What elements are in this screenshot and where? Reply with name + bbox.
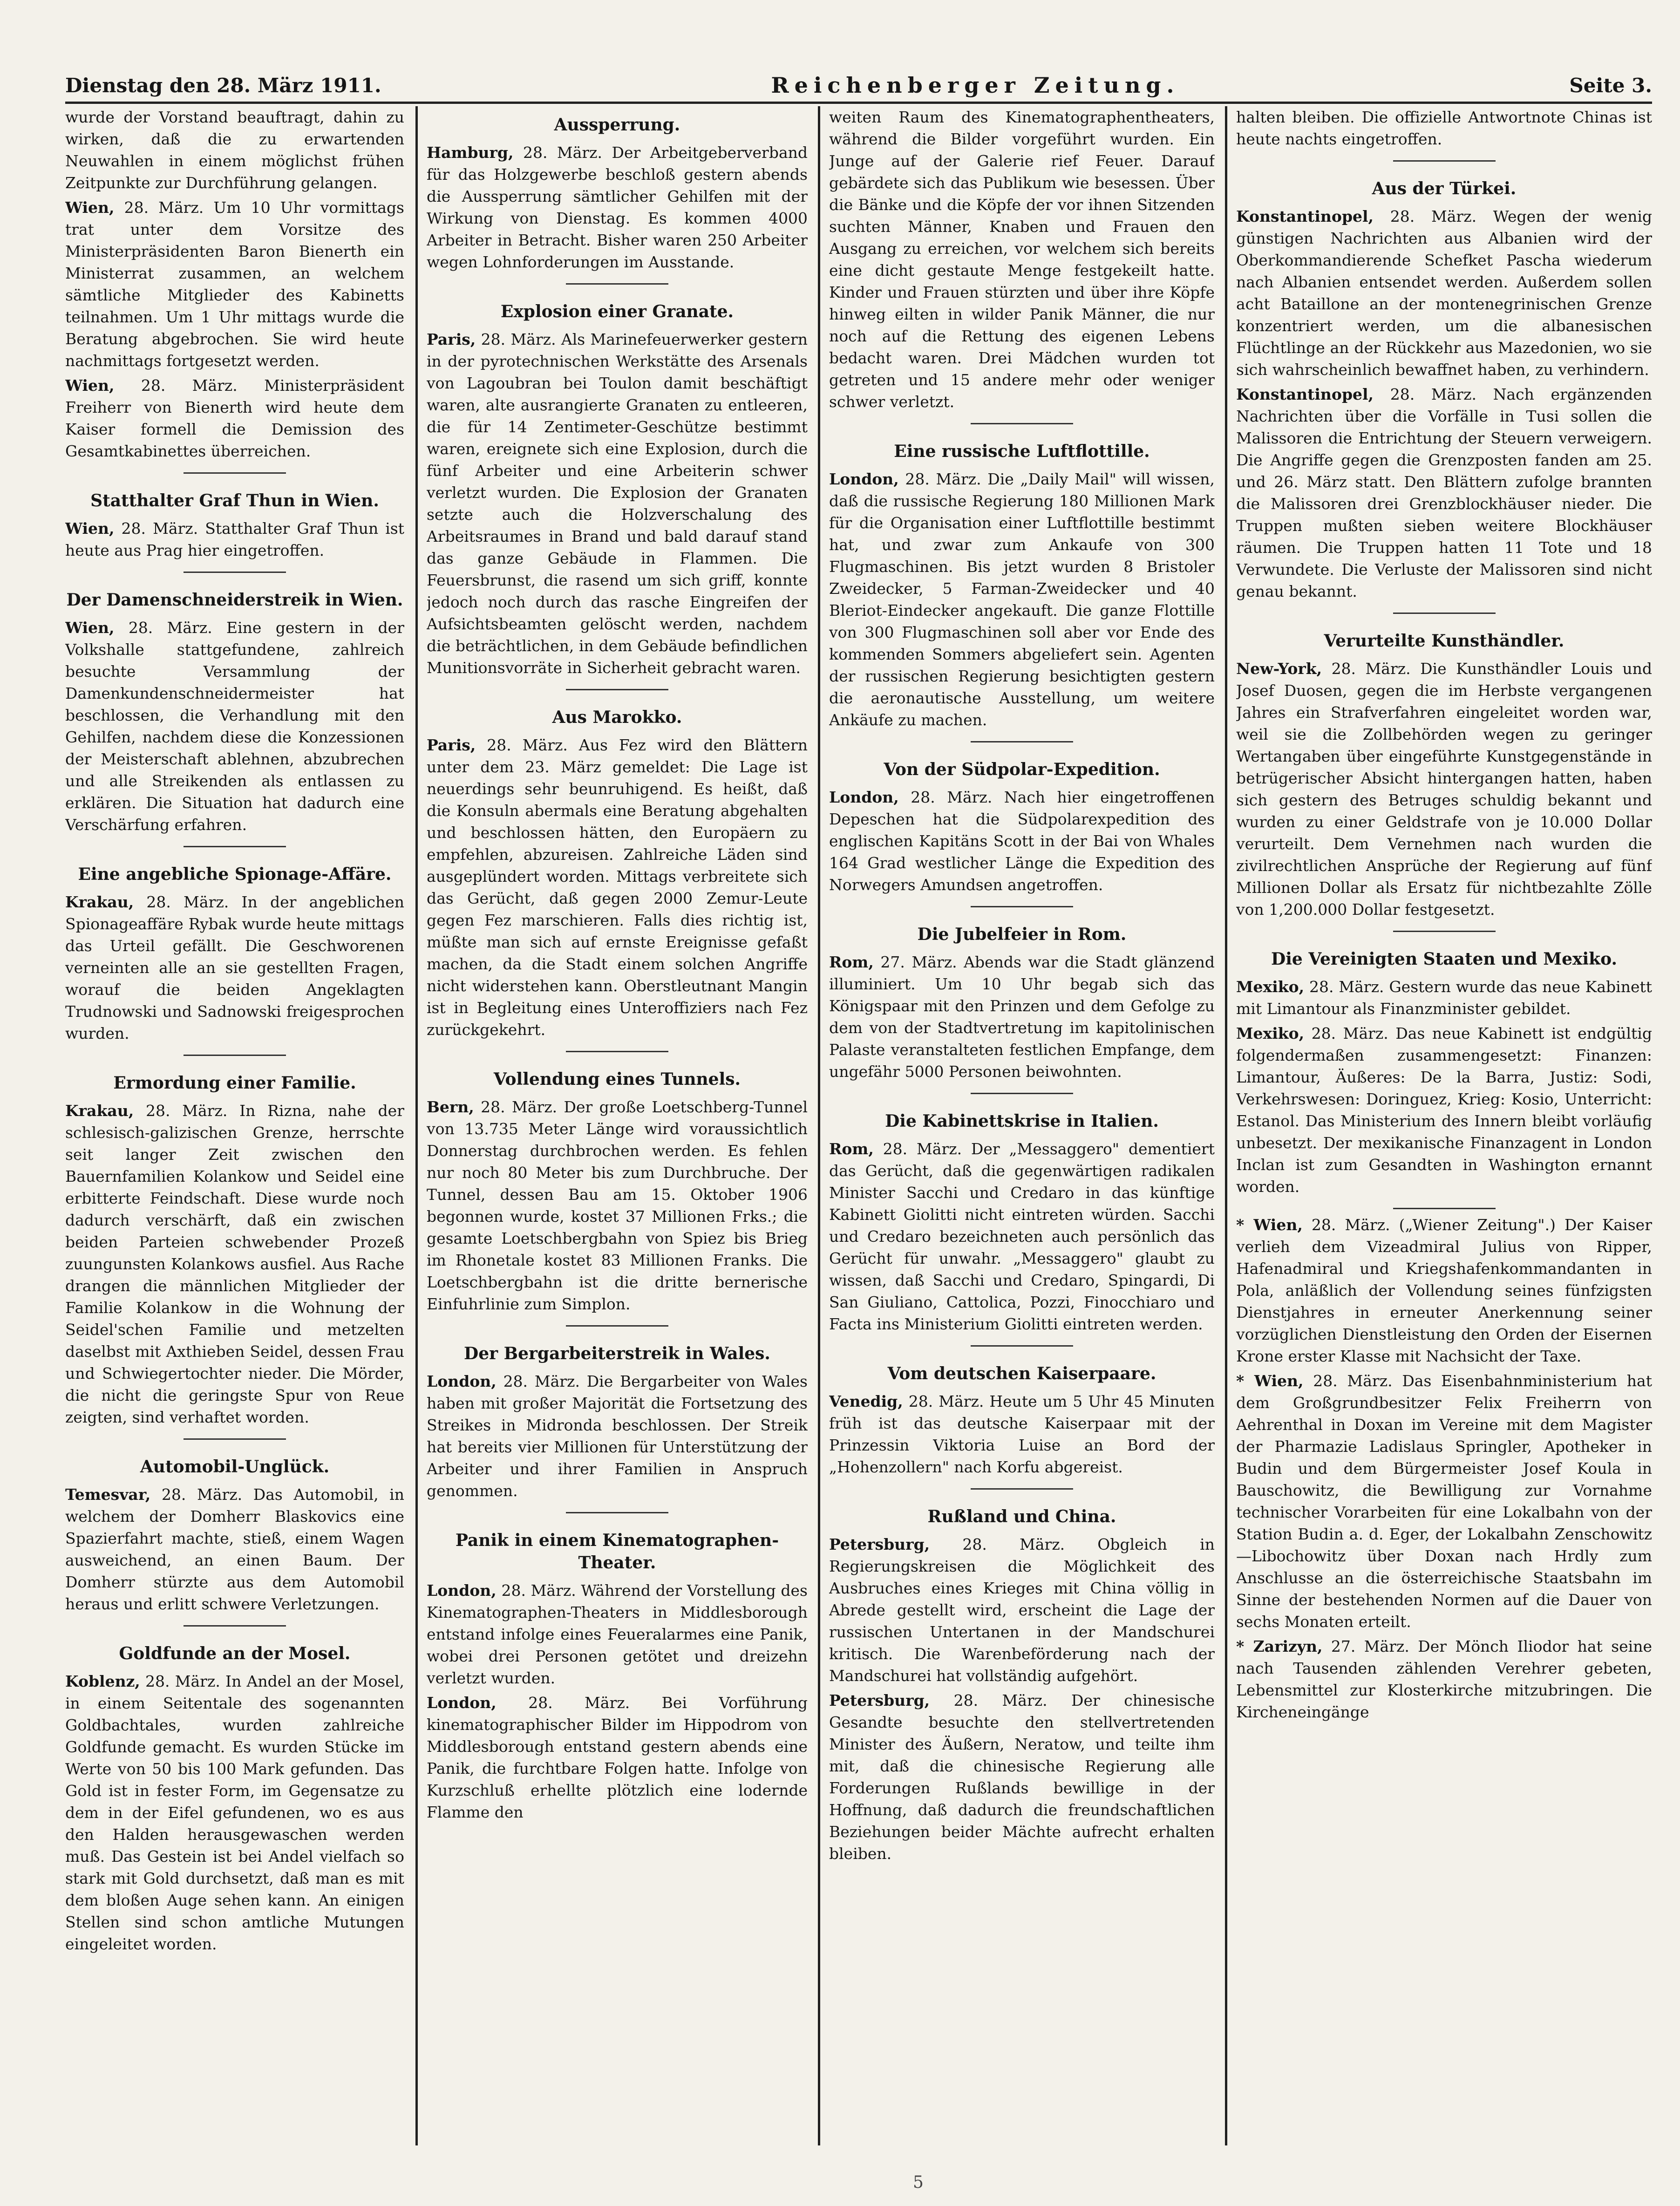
article-headline: Panik in einem Kinematographen-Theater. <box>455 1531 779 1573</box>
news-item: New-York, 28. März. Die Kunsthändler Louis und Josef Duosen, gegen die im Herbste vergangenen Jahres ein Strafverfahren eingeleitet worden war, weil sie die Zollbehörden wegen zu geringer Wertangaben über eingeführte Kunstgegenstände in betrügerischer Absicht hintergangen hatten, haben sich gestern des Betruges schuldig bekannt und wurden zu einer Geldstrafe von je 10.000 Dollar verurteilt. Dem Vernehmen nach wurden die zivilrechtlichen Ansprüche der Regierung auf fünf Millionen Dollar als Ersatz für nichtbezahlte Zölle von 1,200.000 Dollar festgesetzt. <box>1236 660 1652 919</box>
article-headline: Vom deutschen Kaiserpaare. <box>887 1364 1156 1383</box>
column-rule <box>415 106 418 2145</box>
dateline-place: Rom, <box>829 1140 874 1158</box>
article-headline: Die Jubelfeier in Rom. <box>917 925 1127 944</box>
news-item: Mexiko, 28. März. Gestern wurde das neue Kabinett mit Limantour als Finanzminister gebildet. <box>1236 978 1652 1018</box>
dateline-place: Bern, <box>427 1098 474 1116</box>
news-item: London, 28. März. Während der Vorstellung des Kinematographen-Theaters in Middlesborough entstand infolge eines Feueralarmes eine Panik, wobei drei Personen getötet und dreizehn verletzt wurden. <box>427 1581 808 1687</box>
news-item: London, 28. März. Bei Vorführung kinematographischer Bilder im Hippodrom von Middlesborough entstand gestern abends eine Panik, die furchtbare Folgen hatte. Infolge von Kurzschluß erhellte plötzlich eine lodernde Flamme den <box>427 1694 808 1821</box>
news-item: Rom, 28. März. Der „Messaggero" dementiert das Gerücht, daß die gegenwärtigen radikalen Minister Sacchi und Credaro in das künftige Kabinett Giolitti nicht eintreten würden. Sacchi und Credaro bezeichneten auch persönlich das Gerücht für unwahr. „Messaggero" glaubt zu wissen, daß Sacchi und Credaro, Spingardi, Di San Giuliano, Cattolica, Pozzi, Finocchiaro und Facta ins Ministerium Giolitti eintreten werden. <box>829 1140 1215 1333</box>
news-item: Rom, 27. März. Abends war die Stadt glänzend illuminiert. Um 10 Uhr begab sich das Königspaar mit den Prinzen und dem Gefolge zu dem von der Stadtvertretung im kapitolinischen Palaste veranstalteten festlichen Empfange, dem ungefähr 5000 Personen beiwohnten. <box>829 953 1215 1081</box>
news-item: Venedig, 28. März. Heute um 5 Uhr 45 Minuten früh ist das deutsche Kaiserpaar mit der Prinzessin Viktoria Luise an Bord der „Hohenzollern" nach Korfu abgereist. <box>829 1392 1215 1476</box>
article-continuation: weiten Raum des Kinematographentheaters, während die Bilder vorgeführt wurden. Ein Junge auf der Galerie rief Feuer. Darauf gebärdete sich das Publikum wie besessen. Über die Bänke und die Köpfe der vor ihnen Sitzenden suchten Männer, Knaben und Frauen den Ausgang zu erreichen, vor welchem sich bereits eine dicht gestaute Menge festgekeilt hatte. Kinder und Frauen stürzten und über ihre Köpfe hinweg eilten in wilder Panik Männer, die nur noch auf die Rettung des eigenen Lebens bedacht waren. Drei Mädchen wurden tot getreten und 15 andere mehr oder weniger schwer verletzt. <box>829 108 1215 411</box>
article-headline: Eine angebliche Spionage-Affäre. <box>78 865 392 884</box>
dateline-place: Mexiko, <box>1236 978 1305 996</box>
news-item: Temesvar, 28. März. Das Automobil, in welchem der Domherr Blaskovics eine Spazierfahrt machte, stieß, einem Wagen ausweichend, an einen Baum. Der Domherr stürzte aus dem Automobil heraus und erlitt schwere Verletzungen. <box>65 1485 404 1613</box>
dateline-place: Wien, <box>65 519 115 538</box>
dateline-place: Temesvar, <box>65 1485 151 1504</box>
dateline-place: London, <box>427 1581 497 1600</box>
article-separator <box>971 741 1073 742</box>
article-headline: Statthalter Graf Thun in Wien. <box>90 491 379 511</box>
article-separator <box>1393 613 1496 614</box>
dateline-place: * Wien, <box>1236 1216 1303 1234</box>
news-item: Koblenz, 28. März. In Andel an der Mosel, in einem Seitentale des sogenannten Goldbachtales, wurden zahlreiche Goldfunde gemacht. Es wurden Stücke im Werte von 50 bis 100 Mark gefunden. Das Gold ist in fester Form, im Gegensatze zu dem in der Eifel gefundenen, wo es aus den Halden herausgewaschen werden muß. Das Gestein ist bei Andel vielfach so stark mit Gold durchsetzt, daß man es mit dem bloßen Auge sehen kann. An einigen Stellen sind schon amtliche Mutungen eingeleitet worden. <box>65 1672 404 1953</box>
column-3 <box>829 106 1215 2155</box>
article-separator <box>971 1345 1073 1347</box>
article-headline: Aus Marokko. <box>552 708 682 727</box>
article-separator <box>1393 160 1496 162</box>
news-item: Hamburg, 28. März. Der Arbeitgeberverband für das Holzgewerbe beschloß gestern abends die Aussperrung sämtlicher Gehilfen mit der Wirkung von Dienstag. Es kommen 4000 Arbeiter in Betracht. Bisher waren 250 Arbeiter wegen Lohnforderungen im Ausstande. <box>427 143 808 271</box>
article-separator <box>566 283 668 285</box>
article-separator <box>566 1325 668 1327</box>
column-rule <box>1225 106 1227 2145</box>
article-headline: Die Kabinettskrise in Italien. <box>885 1111 1159 1131</box>
news-item: Mexiko, 28. März. Das neue Kabinett ist endgültig folgendermaßen zusammengesetzt: Finanzen: Limantour, Äußeres: De la Barra, Justiz: Sodi, Verkehrswesen: Doringuez, Krieg: Kosio, Unterricht: Estanol. Das Ministerium des Innern bleibt vorläufig unbesetzt. Der mexikanische Finanzagent in London Inclan ist zum Gesandten in Washington ernannt worden. <box>1236 1024 1652 1196</box>
dateline-place: Petersburg, <box>829 1535 930 1553</box>
article-separator <box>566 1051 668 1052</box>
article-separator <box>184 572 286 573</box>
article-headline: Verurteilte Kunsthändler. <box>1324 631 1564 651</box>
article-headline: Die Vereinigten Staaten und Mexiko. <box>1271 949 1617 969</box>
news-item: * Wien, 28. März. Das Eisenbahnministerium hat dem Großgrundbesitzer Felix Freiherrn von Aehrenthal in Doxan im Vereine mit dem Magister der Pharmazie Ladislaus Springler, Apotheker in Budin und dem Bürgermeister Josef Koula in Bauschowitz, die Bewilligung zur Vornahme technischer Vorarbeiten für eine Lokalbahn von der Station Budin a. d. Eger, der Lokalbahn Zenschowitz—Libochowitz über Doxan nach Hrdly zum Anschlusse an die österreichische Staatsbahn im Sinne der bestehenden Normen auf die Dauer von sechs Monaten erteilt. <box>1236 1372 1652 1631</box>
news-item: Petersburg, 28. März. Obgleich in Regierungskreisen die Möglichkeit des Ausbruches eines Krieges mit China völlig in Abrede gestellt wird, erscheint die Lage der russischen Untertanen in der Mandschurei kritisch. Die Warenbeförderung nach der Mandschurei hat vollständig aufgehört. <box>829 1535 1215 1685</box>
column-1 <box>65 106 404 2155</box>
header-date: Dienstag den 28. März 1911. <box>65 74 381 97</box>
article-headline: Der Bergarbeiterstreik in Wales. <box>464 1344 770 1363</box>
dateline-place: * Wien, <box>1236 1372 1304 1390</box>
dateline-place: Koblenz, <box>65 1672 140 1690</box>
news-item: * Zarizyn, 27. März. Der Mönch Iliodor hat seine nach Tausenden zählenden Verehrer gebeten, Lebensmittel zur Klosterkirche mitzubringen. Die Kircheneingänge <box>1236 1637 1652 1721</box>
news-item: Wien, 28. März. Um 10 Uhr vormittags trat unter dem Vorsitze des Ministerpräsidenten Baron Bienerth ein Ministerrat zusammen, an welchem sämtliche Mitglieder des Kabinetts teilnahmen. Um 1 Uhr mittags wurde die Beratung abgebrochen. Sie wird heute nachmittags fortgesetzt werden. <box>65 198 404 370</box>
column-rule <box>818 106 820 2145</box>
news-item: * Wien, 28. März. („Wiener Zeitung".) Der Kaiser verlieh dem Vizeadmiral Julius von Ripper, Hafenadmiral und Kriegshafenkommandanten in Pola, anläßlich der Vollendung seines fünfzigsten Dienstjahres in erneuter Anerkennung seiner vorzüglichen Dienstleistung den Orden der Eisernen Krone erster Klasse mit Nachsicht der Taxe. <box>1236 1216 1652 1365</box>
article-headline: Goldfunde an der Mosel. <box>119 1644 351 1663</box>
article-separator <box>971 1488 1073 1490</box>
article-separator <box>184 1055 286 1056</box>
article-headline: Von der Südpolar-Expedition. <box>884 760 1160 779</box>
article-separator <box>1393 1208 1496 1209</box>
dateline-place: London, <box>829 470 899 488</box>
dateline-place: London, <box>427 1372 497 1390</box>
dateline-place: Paris, <box>427 330 476 348</box>
dateline-place: Hamburg, <box>427 143 514 162</box>
article-separator <box>184 1625 286 1627</box>
news-item: Wien, 28. März. Statthalter Graf Thun ist heute aus Prag hier eingetroffen. <box>65 519 404 559</box>
article-continuation: wurde der Vorstand beauftragt, dahin zu wirken, daß die zu erwartenden Neuwahlen in einem möglichst frühen Zeitpunkte zur Durchführung gelangen. <box>65 108 404 192</box>
dateline-place: Wien, <box>65 376 115 395</box>
header-page-number: Seite 3. <box>1569 74 1652 97</box>
article-headline: Vollendung eines Tunnels. <box>493 1069 741 1089</box>
article-separator <box>971 1093 1073 1094</box>
dateline-place: Petersburg, <box>829 1691 930 1709</box>
news-item: Konstantinopel, 28. März. Wegen der wenig günstigen Nachrichten aus Albanien wird der Oberkommandierende Schefket Pascha wiederum nach Albanien entsendet werden. Außerdem sollen acht Bataillone an der montenegrinischen Grenze konzentriert werden, um die albanesischen Flüchtlinge an der Rückkehr aus Mazedonien, wo sie sich wahrscheinlich bewaffnet haben, zu verhindern. <box>1236 207 1652 379</box>
article-headline: Der Damenschneiderstreik in Wien. <box>66 590 403 610</box>
article-separator <box>1393 931 1496 932</box>
news-item: London, 28. März. Nach hier eingetroffenen Depeschen hat die Südpolarexpedition des englischen Kapitäns Scott in der Bai von Whales 164 Grad westlicher Länge die Expedition des Norwegers Amundsen angetroffen. <box>829 788 1215 894</box>
article-separator <box>566 1512 668 1513</box>
news-item: London, 28. März. Die Bergarbeiter von Wales haben mit großer Majorität die Fortsetzung des Streikes in Midronda beschlossen. Der Streik hat bereits vier Millionen für Unterstützung der Arbeiter und ihrer Familien in Anspruch genommen. <box>427 1372 808 1500</box>
dateline-place: London, <box>829 788 899 806</box>
news-item: Krakau, 28. März. In Rizna, nahe der schlesisch-galizischen Grenze, herrschte seit langer Zeit zwischen den Bauernfamilien Kolankow und Seidel eine erbitterte Feindschaft. Diese wurde noch dadurch verschärft, daß ein zwischen beiden Parteien schwebender Prozeß zuungunsten Kolankows ausfiel. Aus Rache drangen die männlichen Mitglieder der Familie Kolankow in die Wohnung der Seidel'schen Familie und metzelten daselbst mit Axthieben Seidel, dessen Frau und Schwiegertochter nieder. Die Mörder, die nicht die geringste Spur von Reue zeigten, sind verhaftet worden. <box>65 1102 404 1426</box>
news-item: Konstantinopel, 28. März. Nach ergänzenden Nachrichten über die Vorfälle in Tusi sollen die Malissoren die Entrichtung der Steuern verweigern. Die Angriffe gegen die Grenzposten fanden am 25. und 26. März statt. Den Blättern zufolge brannten die Malissoren drei Grenzblockhäuser nieder. Die Truppen mußten sieben weitere Blockhäuser räumen. Die Truppen hatten 11 Tote und 18 Verwundete. Die Verluste der Malissoren sind nicht genau bekannt. <box>1236 385 1652 600</box>
article-continuation: halten bleiben. Die offizielle Antwortnote Chinas ist heute nachts eingetroffen. <box>1236 108 1652 148</box>
dateline-place: Konstantinopel, <box>1236 385 1374 403</box>
news-item: Krakau, 28. März. In der angeblichen Spionageaffäre Rybak wurde heute mittags das Urteil gefällt. Die Geschworenen verneinten alle an sie gestellten Fragen, worauf die beiden Angeklagten Trudnowski und Sadnowski freigesprochen wurden. <box>65 893 404 1042</box>
news-item: Petersburg, 28. März. Der chinesische Gesandte besuchte den stellvertretenden Minister des Äußern, Neratow, und teilte ihm mit, daß die chinesische Regierung alle Forderungen Rußlands bewillige in der Hoffnung, daß dadurch die freundschaftlichen Beziehungen beider Mächte aufrecht erhalten bleiben. <box>829 1691 1215 1863</box>
columns-area <box>65 106 1652 2155</box>
dateline-place: * Zarizyn, <box>1236 1637 1323 1655</box>
header-newspaper-title: Reichenberger Zeitung. <box>771 73 1180 98</box>
article-headline: Eine russische Luftflottille. <box>894 442 1150 461</box>
news-item: London, 28. März. Die „Daily Mail" will wissen, daß die russische Regierung 180 Millionen Mark für die Organisation einer Luftflottille bestimmt hat, und zwar zum Ankaufe von 300 Flugmaschinen. Bis jetzt wurden 8 Bristoler Zweidecker, 5 Farman-Zweidecker und 40 Bleriot-Eindecker angekauft. Die ganze Flottille von 300 Flugmaschinen soll aber vor Ende des kommenden Sommers abgeliefert sein. Agenten der russischen Regierung besichtigten gestern die aeronautische Ausstellung, um weitere Ankäufe zu machen. <box>829 470 1215 729</box>
news-item: Paris, 28. März. Aus Fez wird den Blättern unter dem 23. März gemeldet: Die Lage ist neuerdings sehr beunruhigend. Es heißt, daß die Konsuln abermals eine Beratung abgehalten und beschlossen hätten, den Europäern zu empfehlen, abzureisen. Zahlreiche Läden sind ausgeplündert worden. Mittags verbreitete sich das Gerücht, daß gegen 2000 Zemur-Leute gegen Fez marschieren. Falls dies richtig ist, müßte man sich auf ernste Ereignisse gefaßt machen, da die Stadt einem solchen Angriffe nicht widerstehen kann. Oberstleutnant Mangin ist in Begleitung eines Unteroffiziers nach Fez zurückgekehrt. <box>427 736 808 1039</box>
news-item: Paris, 28. März. Als Marinefeuerwerker gestern in der pyrotechnischen Werkstätte des Arsenals von Lagoubran bei Toulon damit beschäftigt waren, alte ausrangierte Granaten zu entleeren, die für 14 Zentimeter-Geschütze bestimmt waren, ereignete sich eine Explosion, durch die fünf Arbeiter und eine Arbeiterin schwer verletzt wurden. Die Explosion der Granaten setzte auch die Holzverschalung des Arbeitsraumes in Brand und bald darauf stand das ganze Gebäude in Flammen. Die Feuersbrunst, die rasend um sich griff, konnte jedoch noch durch das rasche Eingreifen der Aufsichtsbeamten gelöscht werden, nachdem die beträchtlichen, in dem Gebäude befindlichen Munitionsvorräte in Sicherheit gebracht waren. <box>427 330 808 677</box>
article-headline: Aussperrung. <box>554 115 680 135</box>
article-separator <box>566 689 668 690</box>
article-headline: Explosion einer Granate. <box>500 302 734 321</box>
article-headline: Aus der Türkei. <box>1372 179 1517 198</box>
dateline-place: New-York, <box>1236 660 1322 678</box>
news-item: Wien, 28. März. Eine gestern in der Volkshalle stattgefundene, zahlreich besuchte Versammlung der Damenkundenschneidermeister hat beschlossen, die Verhandlung mit den Gehilfen, nachdem diese die Konzessionen der Meisterschaft ablehnen, abzubrechen und alle Streikenden als entlassen zu erklären. Die Situation hat dadurch eine Verschärfung erfahren. <box>65 619 404 834</box>
column-4 <box>1236 106 1652 2155</box>
dateline-place: Krakau, <box>65 1102 134 1120</box>
dateline-place: Rom, <box>829 953 874 971</box>
article-headline: Ermordung einer Familie. <box>113 1073 356 1093</box>
article-headline: Rußland und China. <box>927 1507 1116 1526</box>
article-headline: Automobil-Unglück. <box>140 1457 330 1477</box>
page-header <box>65 69 1652 104</box>
dateline-place: Wien, <box>65 619 115 637</box>
dateline-place: London, <box>427 1694 497 1712</box>
article-separator <box>184 472 286 474</box>
news-item: Bern, 28. März. Der große Loetschberg-Tunnel von 13.735 Meter Länge wird voraussichtlich Donnerstag durchbrochen werden. Es fehlen nur noch 80 Meter bis zum Durchbruche. Der Tunnel, dessen Bau am 15. Oktober 1906 begonnen wurde, kostet 37 Millionen Frks.; die gesamte Loetschbergbahn von Spiez bis Brieg im Rhonetale kostet 83 Millionen Franks. Die Loetschbergbahn ist die dritte bernerische Einfuhrlinie zum Simplon. <box>427 1098 808 1313</box>
news-item: Wien, 28. März. Ministerpräsident Freiherr von Bienerth wird heute dem Kaiser formell die Demission des Gesamtkabinettes überreichen. <box>65 376 404 460</box>
dateline-place: Venedig, <box>829 1392 903 1410</box>
article-separator <box>184 846 286 847</box>
dateline-place: Mexiko, <box>1236 1024 1305 1042</box>
article-separator <box>971 906 1073 907</box>
dateline-place: Wien, <box>65 198 115 217</box>
dateline-place: Paris, <box>427 736 476 754</box>
dateline-place: Konstantinopel, <box>1236 207 1374 225</box>
column-2 <box>427 106 808 2155</box>
dateline-place: Krakau, <box>65 893 134 911</box>
footer-mark: 5 <box>913 2173 924 2192</box>
article-separator <box>184 1438 286 1440</box>
article-separator <box>971 423 1073 424</box>
